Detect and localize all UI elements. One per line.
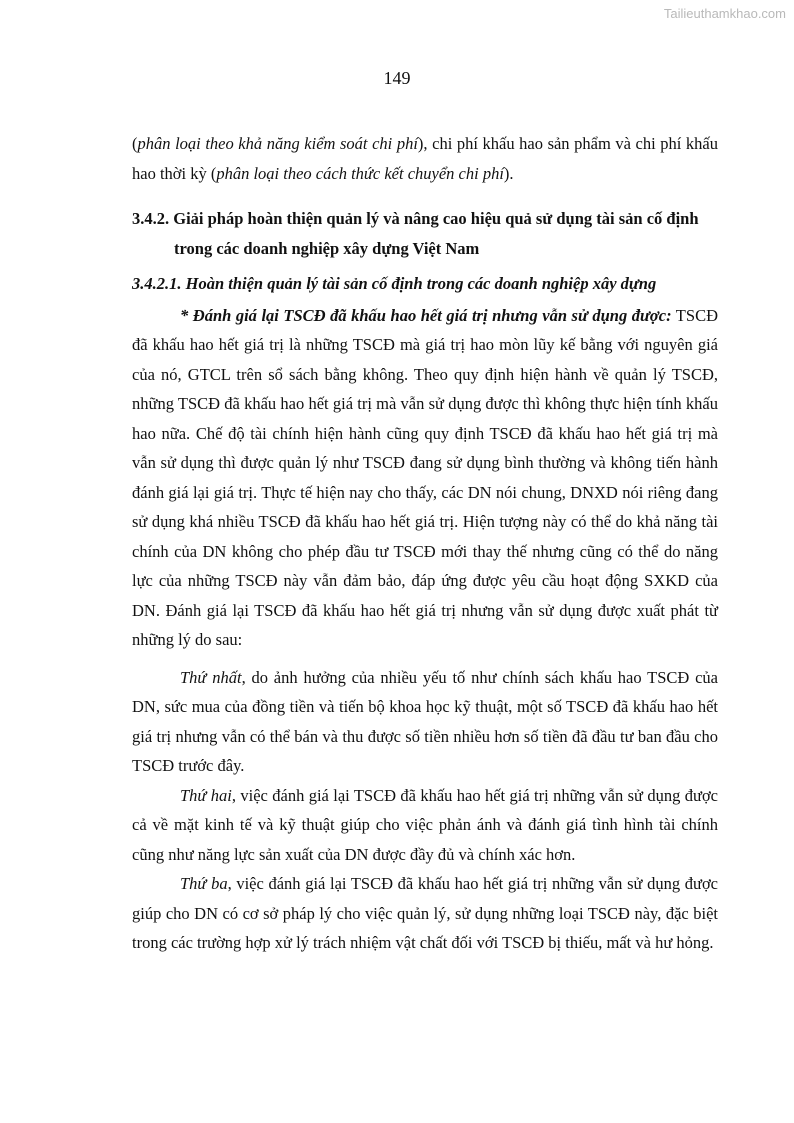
intro-middle: ), chi phí khấu hao sản phẩm và chi phí khấu hao thời kỳ ( xyxy=(132,134,718,183)
reason-label-1: Thứ nhất xyxy=(180,667,242,687)
watermark: Tailieuthamkhao.com xyxy=(663,6,786,21)
page-content xyxy=(132,129,718,958)
subsection-heading: 3.4.2.1. Hoàn thiện quản lý tài sản cố định trong các doanh nghiệp xây dựng xyxy=(132,274,657,293)
lead-body: TSCĐ đã khấu hao hết giá trị là những TSCĐ mà giá trị hao mòn lũy kế bằng với nguyên giá của nó, GTCL trên sổ sách bằng không. Theo quy định hiện hành về quản lý TSCĐ, những TSCĐ đã khấu hao hết giá trị mà vẫn sử dụng được thì không thực hiện tính khấu hao nữa. Chế độ tài chính hiện hành cũng quy định TSCĐ đã khấu hao hết giá trị mà vẫn sử dụng thì được quản lý như TSCĐ đang sử dụng bình thường và không tiến hành đánh giá lại giá trị. Thực tế hiện nay cho thấy, các DN nói chung, DNXD nói riêng đang sử dụng khá nhiều TSCĐ đã khấu hao hết giá trị. Hiện tượng này có thể do khả năng tài chính của DN không cho phép đầu tư TSCĐ mới thay thế nhưng cũng có thể do năng lực của những TSCĐ này vẫn đảm bảo, đáp ứng được yêu cầu hoạt động SXKD của DN. Đánh giá lại TSCĐ đã khấu hao hết giá trị nhưng vẫn sử dụng được xuất phát từ những lý do sau: xyxy=(132,305,718,649)
reason-text-1: , do ảnh hưởng của nhiều yếu tố như chính sách khấu hao TSCĐ của DN, sức mua của đồng tiền và tiến bộ khoa học kỹ thuật, một số TSCĐ đã khấu hao hết giá trị nhưng vẫn có thể bán và thu được số tiền nhiều hơn số tiền đã đầu tư ban đầu cho TSCĐ trước đây. xyxy=(132,667,719,775)
reason-paragraph-1 xyxy=(132,663,718,781)
reason-label-2: Thứ hai xyxy=(180,785,232,805)
reason-text-3: , việc đánh giá lại TSCĐ đã khấu hao hết giá trị những vẫn sử dụng được giúp cho DN có cơ sở pháp lý cho việc quản lý, sử dụng những loại TSCĐ này, đặc biệt trong các trường hợp xử lý trách nhiệm vật chất đối với TSCĐ bị thiếu, mất và hư hỏng. xyxy=(132,874,718,952)
intro-paragraph xyxy=(132,129,718,188)
intro-italic-2: phân loại theo cách thức kết chuyển chi phí xyxy=(216,163,504,183)
section-heading: 3.4.2. Giải pháp hoàn thiện quản lý và nâng cao hiệu quả sử dụng tài sản cố định trong các doanh nghiệp xây dựng Việt Nam xyxy=(132,209,699,258)
lead-title: * Đánh giá lại TSCĐ đã khấu hao hết giá trị nhưng vẫn sử dụng được: xyxy=(180,305,672,325)
page-number: 149 xyxy=(383,68,411,88)
reason-label-3: Thứ ba xyxy=(180,874,228,893)
reason-text-2: , việc đánh giá lại TSCĐ đã khấu hao hết giá trị những vẫn sử dụng được cả về mặt kinh tế và kỹ thuật giúp cho việc phản ánh và đánh giá tình hình tài chính cũng như năng lực sản xuất của DN được đầy đủ và chính xác hơn. xyxy=(132,785,718,864)
intro-italic-1: phân loại theo khả năng kiểm soát chi phí xyxy=(137,134,418,153)
intro-end: ). xyxy=(503,163,514,183)
reason-paragraph-3 xyxy=(132,869,718,958)
intro-open-paren: ( xyxy=(132,134,138,153)
reason-paragraph-2 xyxy=(132,781,718,870)
lead-paragraph xyxy=(132,301,718,655)
